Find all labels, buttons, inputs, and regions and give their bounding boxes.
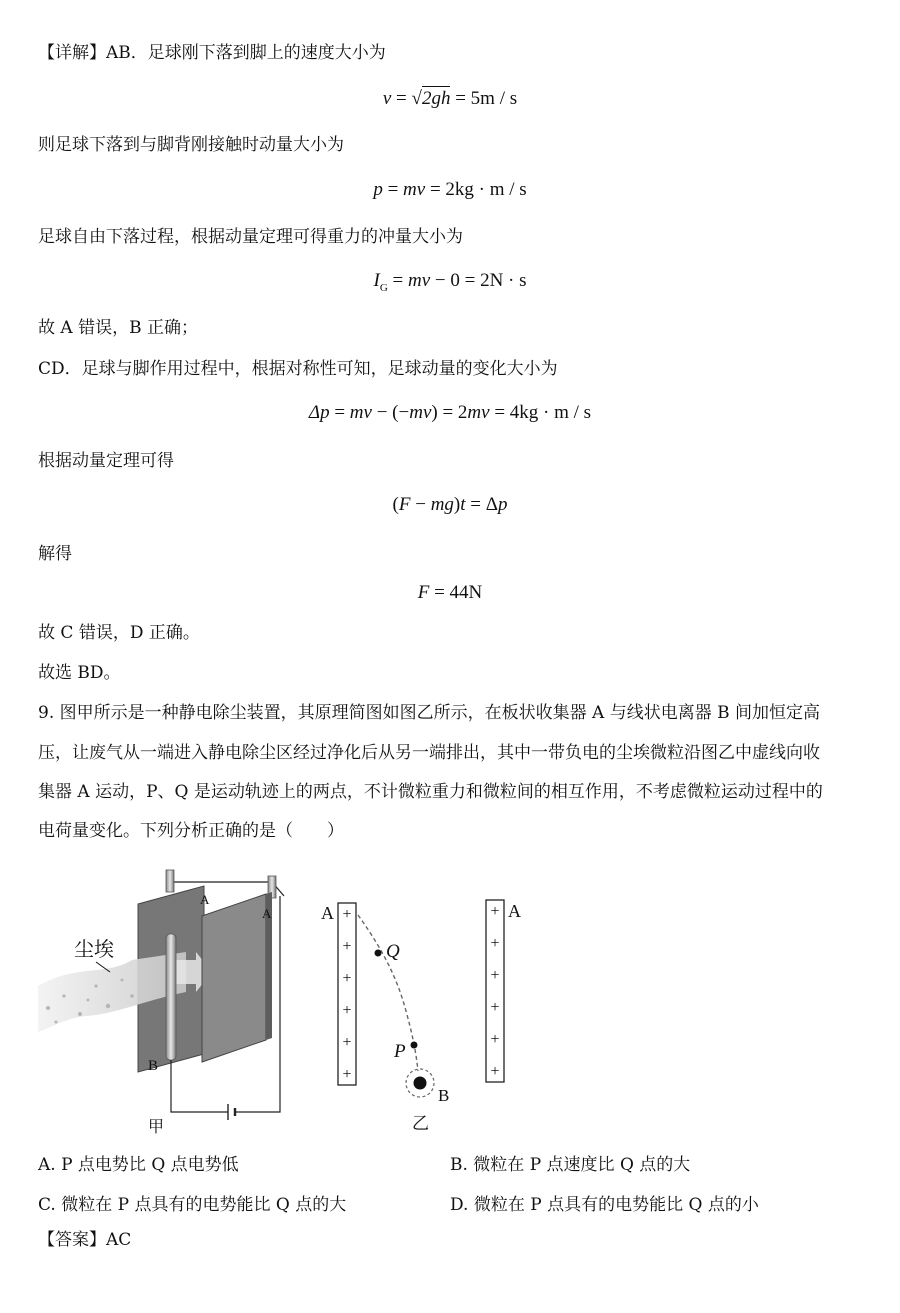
point-p (411, 1042, 418, 1049)
text-solve: 解得 (38, 544, 72, 564)
svg-text:+: + (490, 999, 500, 1016)
svg-text:+: + (490, 903, 500, 920)
option-b[interactable]: B. 微粒在 P 点速度比 Q 点的大 (450, 1155, 691, 1175)
label-b-yi: B (438, 1086, 450, 1105)
svg-text:+: + (490, 1031, 500, 1048)
svg-text:+: + (490, 935, 500, 952)
label-yi: 乙 (412, 1114, 429, 1133)
svg-text:+: + (490, 967, 500, 984)
ionizer-b-dot (414, 1077, 427, 1090)
answer: 【答案】AC (38, 1230, 132, 1250)
label-p: P (394, 1041, 406, 1062)
figure-collector-right (482, 898, 542, 1088)
svg-text:+: + (342, 906, 352, 923)
text-conclusion-cd: 故 C 错误，D 正确。 (38, 623, 200, 643)
svg-text:+: + (342, 938, 352, 955)
label-jia: 甲 (148, 1119, 165, 1136)
question-line-4: 电荷量变化。下列分析正确的是（ ） (38, 821, 344, 841)
detail-heading: 【详解】AB．足球刚下落到脚上的速度大小为 (38, 43, 386, 63)
svg-text:+: + (342, 1002, 352, 1019)
svg-text:+: + (490, 1063, 500, 1080)
option-a[interactable]: A. P 点电势比 Q 点电势低 (38, 1155, 239, 1175)
text-impulse: 足球自由下落过程，根据动量定理可得重力的冲量大小为 (38, 227, 463, 247)
text-cd: CD．足球与脚作用过程中，根据对称性可知，足球动量的变化大小为 (38, 359, 558, 379)
label-a-right: A (508, 901, 521, 921)
question-line-3: 集器 A 运动，P、Q 是运动轨迹上的两点，不计微粒重力和微粒间的相互作用，不考虑微粒运动过程中的 (38, 782, 823, 802)
question-line-2: 压，让废气从一端进入静电除尘区经过净化后从另一端排出，其中一带负电的尘埃微粒沿图乙中虚线向收 (38, 743, 820, 763)
equation-force: (F − mg)t = Δp (392, 494, 508, 515)
text-conclusion-ab: 故 A 错误，B 正确； (38, 318, 198, 338)
text-theorem: 根据动量定理可得 (38, 451, 174, 471)
collector-a-bar (338, 903, 356, 1085)
option-c[interactable]: C. 微粒在 P 点具有的电势能比 Q 点的大 (38, 1195, 347, 1215)
text-choice: 故选 BD。 (38, 663, 121, 683)
option-d[interactable]: D. 微粒在 P 点具有的电势能比 Q 点的小 (450, 1195, 759, 1215)
svg-text:+: + (342, 970, 352, 987)
label-b-device: B (148, 1058, 159, 1074)
collector-plate-front (202, 894, 266, 1062)
equation-velocity: v = √2gh = 5m / s (382, 88, 518, 109)
ionizer-rod (166, 934, 176, 1060)
circuit-wire (171, 1060, 228, 1112)
text-momentum: 则足球下落到与脚背刚接触时动量大小为 (38, 135, 344, 155)
equation-momentum: p = mv = 2kg · m / s (373, 179, 527, 200)
trajectory (358, 915, 418, 1071)
figure-yi (318, 893, 468, 1138)
equation-impulse: $I_G$ = mv − 0 = 2N · s (373, 270, 527, 294)
equation-delta-p: Δp = mv − (−mv) = 2mv = 4kg · m / s (308, 402, 592, 423)
equation-f-result: F = 44N (417, 582, 483, 603)
label-q: Q (386, 941, 400, 962)
point-q (375, 950, 382, 957)
svg-text:+: + (342, 1066, 352, 1083)
label-a-front: A (262, 906, 272, 921)
label-dust: 尘埃 (74, 939, 114, 961)
label-a-back: A (200, 892, 210, 907)
figure-jia (36, 868, 316, 1138)
label-a-yi: A (321, 903, 334, 923)
svg-text:+: + (342, 1034, 352, 1051)
question-line-1: 9. 图甲所示是一种静电除尘装置，其原理简图如图乙所示，在板状收集器 A 与线状电离器 B 间加恒定高 (38, 703, 821, 723)
